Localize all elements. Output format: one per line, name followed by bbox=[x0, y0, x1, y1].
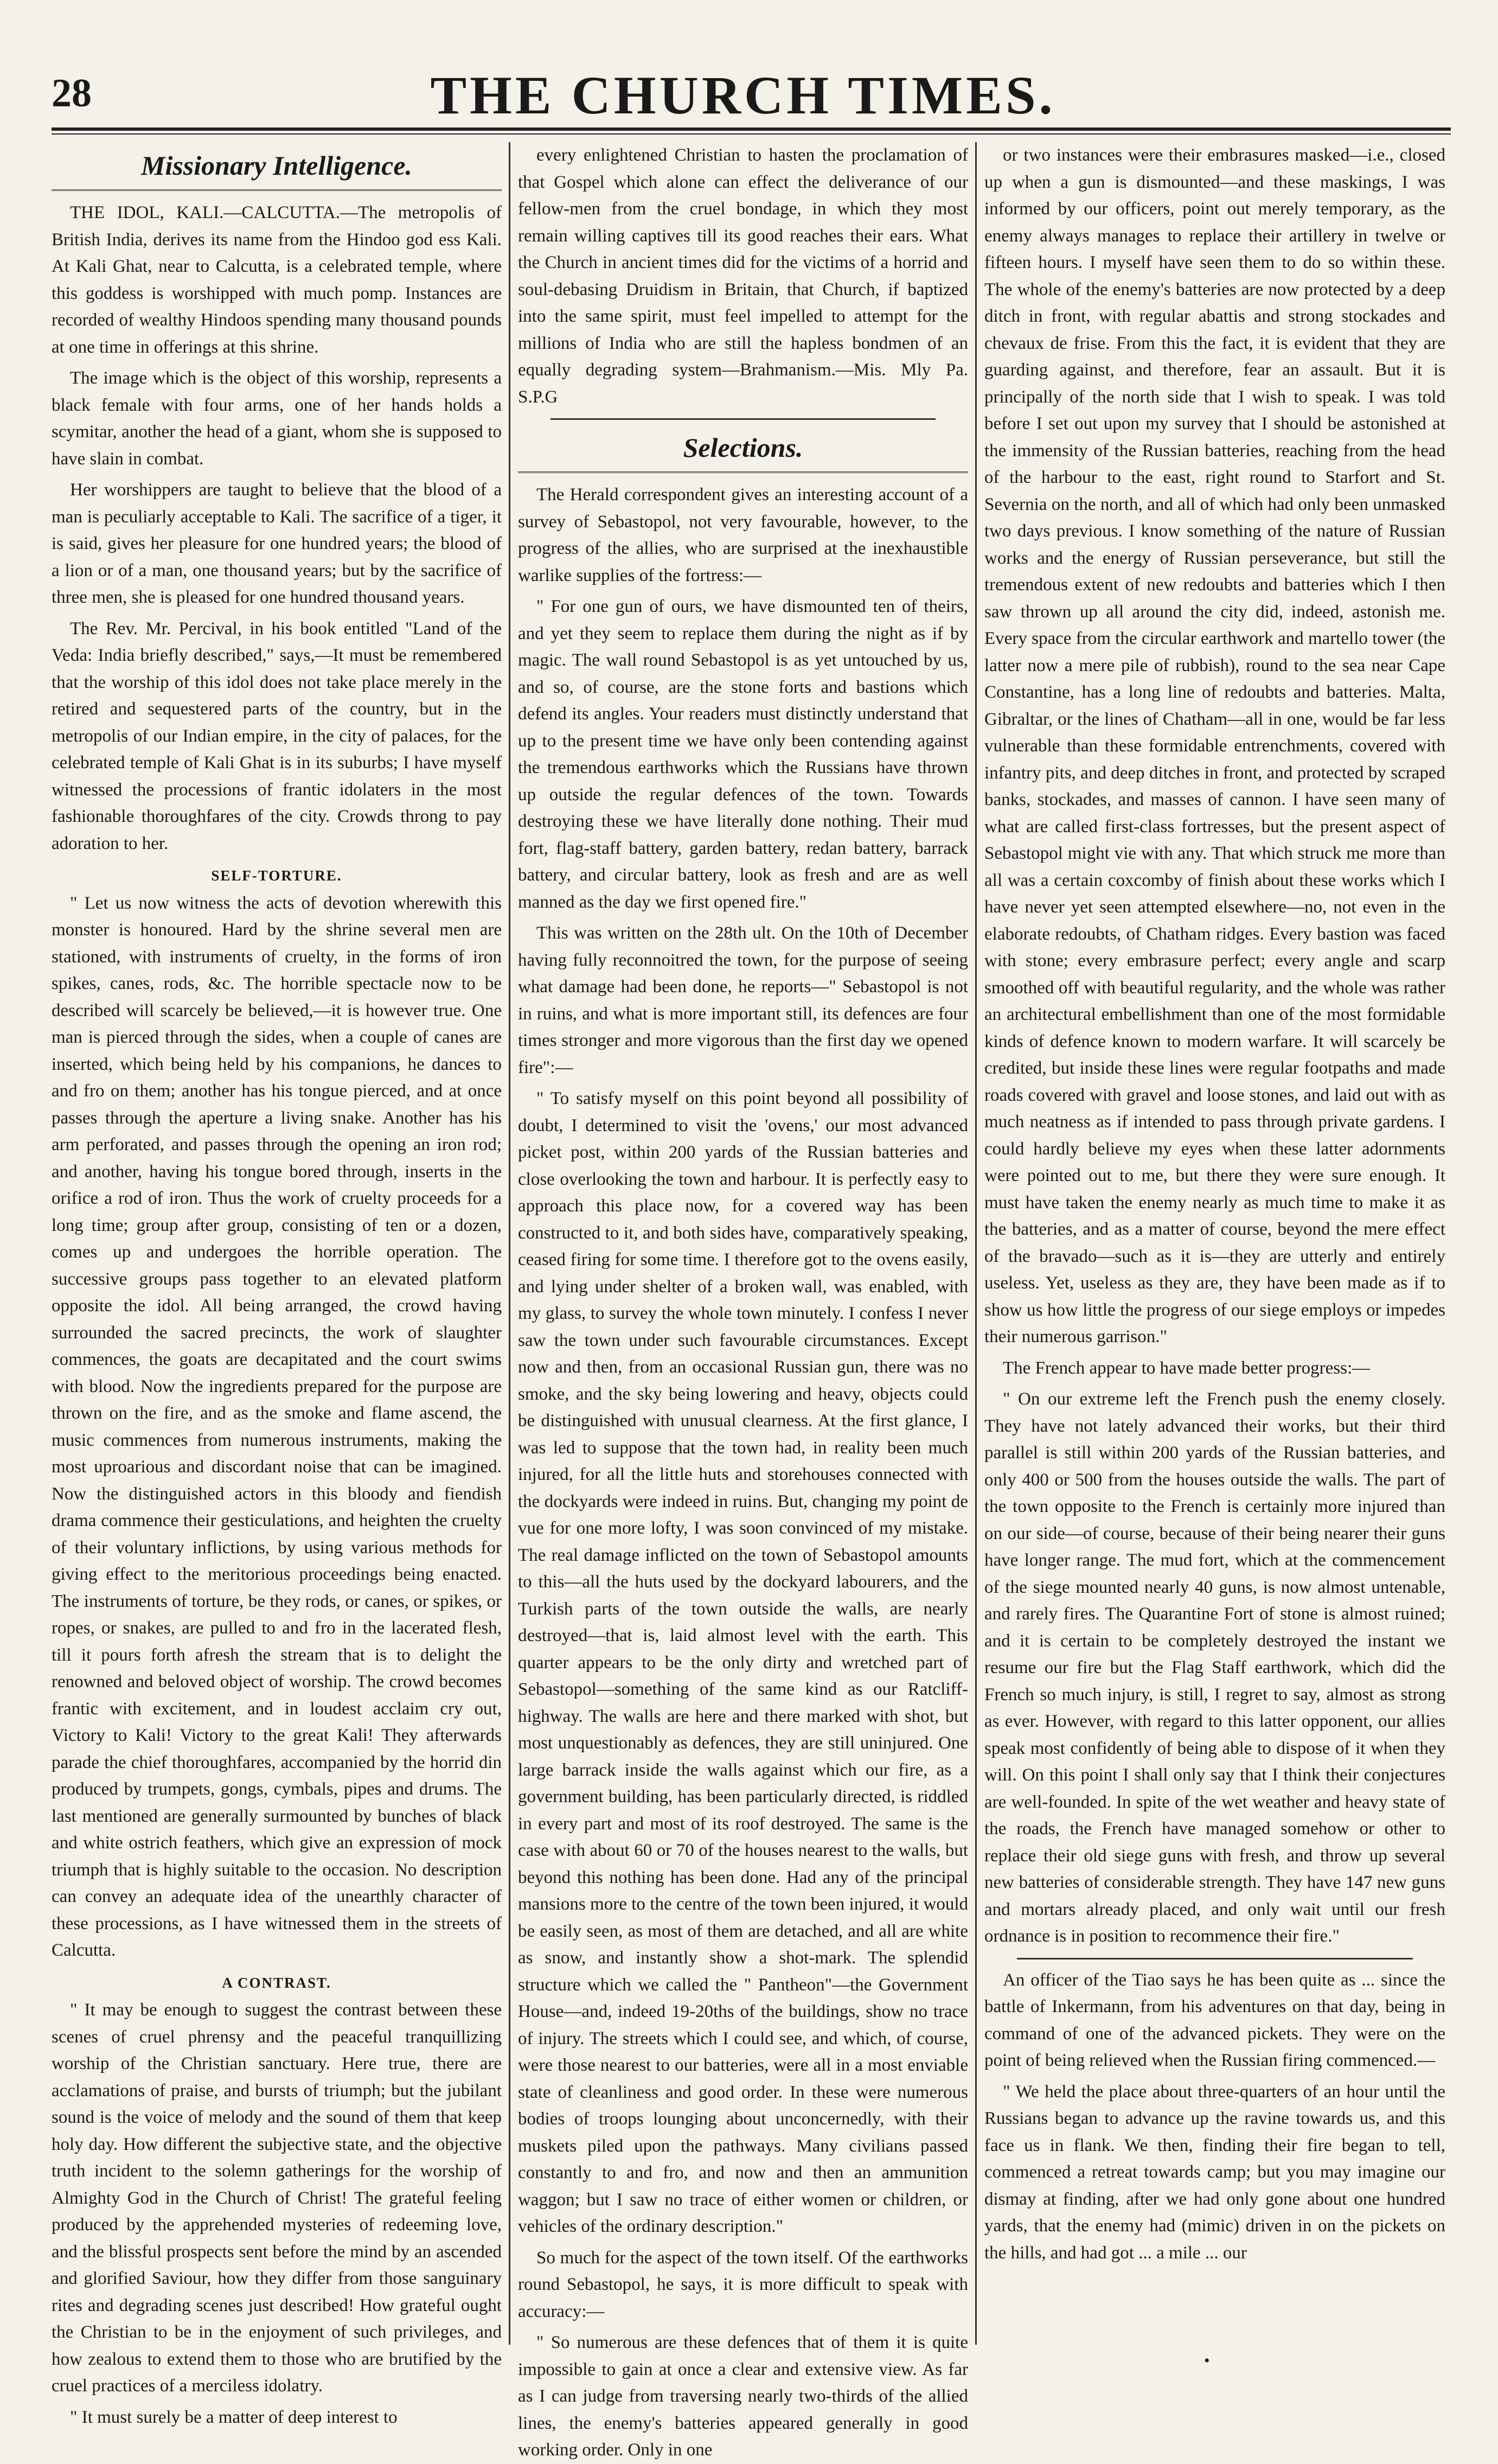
subheading: SELF-TORTURE. bbox=[211, 867, 342, 884]
paragraph: The image which is the object of this worship, represents a black female with four arms, one of her hands holds a scymitar, another the head of a giant, whom she is supposed to have slain in combat. bbox=[52, 368, 502, 469]
print-mark: • bbox=[1204, 2352, 1210, 2370]
paragraph: An officer of the Tiao says he has been quite as ... since the battle of Inkermann, from his adventures on that day, being in command of one of the advanced pickets. They were on the point of being relieved when the Russian firing commenced.— bbox=[984, 1970, 1445, 2070]
section-title-missionary: Missionary Intelligence. bbox=[52, 145, 502, 191]
paragraph: " For one gun of ours, we have dismounted ten of theirs, and yet they seem to replace them during the night as if by magic. The wall round Sebastopol is as yet untouched by us, and so, of course, are the stone forts and bastions which defend its angles. Your readers must distinctly understand that up to the present time we have only been contending against the tremendous earthworks which the Russians have thrown up outside the regular defences of the town. Towards destroying these we have literally done nothing. Their mud fort, flag-staff battery, garden battery, redan battery, barrack battery, and circular battery, look as fresh and are as well manned as the day we first opened fire." bbox=[518, 597, 968, 912]
page-number: 28 bbox=[52, 71, 92, 116]
separator-rule bbox=[1017, 1958, 1413, 1959]
paragraph: So much for the aspect of the town itself. Of the earthworks round Sebastopol, he says, it is more difficult to speak with accuracy:— bbox=[518, 2248, 968, 2321]
paragraph: The Rev. Mr. Percival, in his book entitled "Land of the Veda: India briefly described," says,—It must be remembered that the worship of this idol does not take place merely in the retired and sequestered parts of the country, but in the metropolis of our Indian empire, in the city of palaces, for the celebrated temple of Kali Ghat is in its suburbs; I have myself witnessed the processions of frantic idolaters in the most fashionable thoroughfares of the city. Crowds throng to pay adoration to her. bbox=[52, 618, 502, 853]
paragraph: or two instances were their embrasures masked—i.e., closed up when a gun is dismounted—and these maskings, I was informed by our officers, point out merely temporary, as the enemy always manages to replace their artillery in twelve or fifteen hours. I myself have seen them to do so within these. The whole of the enemy's batteries are now protected by a deep ditch in front, with regular abattis and strong stockades and chevaux de frise. From this the fact, it is evident that they are guarding against, and therefore, fear an assault. But it is principally of the north side that I wish to speak. I was told before I set out upon my survey that I should be astonished at the immensity of the Russian batteries, reaching from the head of the harbour to the east, right round to Starfort and St. Severnia on the north, and all of which had only been unmasked two days previous. I know something of the nature of Russian works and the energy of Russian perseverance, but still the tremendous extent of new redoubts and batteries which I then saw thrown up all around the city did, indeed, astonish me. Every space from the circular earthwork and martello tower (the latter now a mere pile of rubbish), round to the sea near Cape Constantine, has a long line of redoubts and batteries. Malta, Gibraltar, or the lines of Chatham—all in one, would be far less vulnerable than these formidable entrenchments, covered with infantry pits, and deep ditches in front, and protected by scraped banks, stockades, and masses of cannon. I have seen many of what are called first-class fortresses, but the present aspect of Sebastopol might vie with any. That which struck me more than all was a certain coxcomby of finish about these works which I have never yet seen attempted elsewhere—no, not even in the elaborate redoubts, of Chatham ridges. Every bastion was faced with stone; every embrasure perfect; every angle and scarp smoothed off with beautiful regularity, and the whole was rather an architectural embellishment than one of the most formidable kinds of defence known to modern warfare. It will scarcely be credited, but inside these lines were regular footpaths and made roads covered with gravel and loose stones, and laid out with as much neatness as if intended to pass through private gardens. I could hardly believe my eyes when these latter adornments were pointed out to me, but there they were sure enough. It must have taken the enemy nearly as much time to make it as the batteries, and as a matter of course, beyond the mere effect of the bravado—such as it is—they are utterly and entirely useless. Yet, useless as they are, they have been made as if to show us how little the progress of our siege employs or impedes their numerous garrison." bbox=[984, 145, 1445, 1346]
paragraph: The Herald correspondent gives an interesting account of a survey of Sebastopol, not very favourable, however, to the progress of the allies, who are surprised at the inexhaustible warlike supplies of the fortress:— bbox=[518, 485, 968, 585]
header-rule-thin bbox=[52, 133, 1451, 135]
paragraph: " To satisfy myself on this point beyond all possibility of doubt, I determined to visit the 'ovens,' our most advanced picket post, within 200 yards of the Russian batteries and close overlooking the town and harbour. It is perfectly easy to approach this place now, for a covered way has been constructed to it, and both sides have, comparatively speaking, ceased firing for some time. I therefore got to the ovens easily, and lying under shelter of a broken wall, was enabled, with my glass, to survey the whole town minutely. I confess I never saw the town under such favourable circumstances. Except now and then, from an occasional Russian gun, there was no smoke, and the sky being lowering and heavy, objects could be distinguished with unusual clearness. At the first glance, I was led to suppose that the town had, in reality been much injured, for all the little huts and storehouses connected with the dockyards were indeed in ruins. But, changing my point de vue for one more lofty, I was soon convinced of my mistake. The real damage inflicted on the town of Sebastopol amounts to this—all the huts used by the dockyard labourers, and the Turkish parts of the town outside the walls, are nearly destroyed—that is, laid almost level with the earth. This quarter appears to be the only dirty and wretched part of Sebastopol—something of the same kind as our Ratcliff-highway. The walls are here and there marked with shot, but most unquestionably as defences, they are still uninjured. One large barrack inside the walls against which our fire, as a government building, has been particularly directed, is riddled in every part and most of its roof destroyed. The same is the case with about 60 or 70 of the houses nearest to the walls, but beyond this nothing has been done. Had any of the principal mansions more to the centre of the town been injured, it would be easily seen, as most of them are detached, and all are white as snow, and instantly show a shot-mark. The splendid structure which we called the " Pantheon"—the Government House—and, indeed 19-20ths of the buildings, show no trace of injury. The streets which I could see, and which, of course, were those nearest to our batteries, were all in a most enviable state of cleanliness and good order. In these were numerous bodies of troops lounging about unconcernedly, with their muskets piled upon the pathways. Many civilians passed constantly to and fro, and now and then an ammunition waggon; but I saw no trace of either women or children, or vehicles of the ordinary description." bbox=[518, 1089, 968, 2236]
paragraph: " We held the place about three-quarters of an hour until the Russians began to advance up the ravine towards us, and this face us in flank. We then, finding their fire began to tell, commenced a retreat towards camp; but you may imagine our dismay at finding, after we had only gone about one hundred yards, that the enemy had (mimic) driven in on the pickets on the hills, and had got ... a mile ... our bbox=[984, 2082, 1445, 2263]
paragraph: " So numerous are these defences that of them it is quite impossible to gain at once a clear and extensive view. As far as I can judge from traversing nearly two-thirds of the allied lines, the enemy's batteries appeared generally in good working order. Only in one bbox=[518, 2333, 968, 2460]
paragraph: " On our extreme left the French push the enemy closely. They have not lately advanced their works, but their third parallel is still within 200 yards of the Russian batteries, and only 400 or 500 from the houses outside the walls. The part of the town opposite to the French is certainly more injured than on our side—of course, because of their being nearer their guns have longer range. The mud fort, which at the commencement of the siege mounted nearly 40 guns, is now almost untenable, and rarely fires. The Quarantine Fort of stone is almost ruined; and it is certain to be completely destroyed the instant we resume our fire but the Flag Staff earthwork, which did the French so much injury, is still, I regret to say, almost as strong as ever. However, with regard to this latter opponent, our allies speak most confidently of being able to dispose of it when they will. On this point I shall only say that I think their conjectures are well-founded. In spite of the wet weather and heavy state of the roads, the French have managed somehow or other to replace their old siege guns with fresh, and throw up several new batteries of considerable strength. They have 147 new guns and mortars already placed, and only wait until our fresh ordnance is in position to recommence their fire." bbox=[984, 1389, 1445, 1946]
subheading: A CONTRAST. bbox=[222, 1974, 331, 1991]
masthead-title: THE CHURCH TIMES. bbox=[430, 65, 1056, 125]
paragraph: every enlightened Christian to hasten the proclamation of that Gospel which alone can effect the deliverance of our fellow-men from the cruel bondage, in which they most remain willing captives till its good reaches their ears. What the Church in ancient times did for the victims of a horrid and soul-debasing Druidism in Britain, that Church, if baptized into the same spirit, must feel impelled to attempt for the millions of India who are still the hapless bondmen of an equally degrading system—Brahmanism.—Mis. Mly Pa. S.P.G bbox=[518, 145, 968, 407]
section-title-selections: Selections. bbox=[518, 427, 968, 473]
column-1 bbox=[52, 142, 502, 2427]
paragraph: " It must surely be a matter of deep interest to bbox=[70, 2407, 398, 2427]
separator-rule bbox=[550, 418, 936, 420]
paragraph: The French appear to have made better progress:— bbox=[1003, 1358, 1371, 1378]
paragraph: This was written on the 28th ult. On the 10th of December having fully reconnoitred the town, for the purpose of seeing what damage had been done, he reports—" Sebastopol is not in ruins, and what is more important still, its defences are four times stronger and more vigorous than the first day we opened fire":— bbox=[518, 923, 968, 1077]
column-3 bbox=[984, 142, 1445, 2345]
column-divider bbox=[975, 142, 977, 2345]
paragraph: THE IDOL, KALI.—CALCUTTA.—The metropolis of British India, derives its name from the Hindoo god ess Kali. At Kali Ghat, near to Calcutta, is a celebrated temple, where this goddess is worshipped with much pomp. Instances are recorded of wealthy Hindoos spending many thousand pounds at one time in offerings at this shrine. bbox=[52, 203, 502, 357]
column-2 bbox=[518, 142, 968, 2460]
paragraph: " It may be enough to suggest the contrast between these scenes of cruel phrensy and the peaceful tranquillizing worship of the Christian sanctuary. Here true, there are acclamations of praise, and bursts of triumph; but the jubilant sound is the voice of melody and the sound of them that keep holy day. How different the subjective state, and the objective truth incident to the solemn gatherings for the worship of Almighty God in the Church of Christ! The grateful feeling produced by the apprehended mysteries of redeeming love, and the blissful prospects sent before the mind by an ascended and glorified Saviour, how they differ from those sanguinary rites and degrading scenes just described! How grateful ought the Christian to be in the enjoyment of such privileges, and how zealous to extend them to those who are brutified by the cruel practices of a merciless idolatry. bbox=[52, 2000, 502, 2396]
paragraph: Her worshippers are taught to believe that the blood of a man is peculiarly acceptable to Kali. The sacrifice of a tiger, it is said, gives her pleasure for one hundred years; the blood of a lion or of a man, one thousand years; but by the sacrifice of three men, she is pleased for one hundred thousand years. bbox=[52, 480, 502, 607]
column-divider bbox=[509, 142, 510, 2345]
paragraph: " Let us now witness the acts of devotion wherewith this monster is honoured. Hard by the shrine several men are stationed, with instruments of cruelty, in the forms of iron spikes, canes, rods, &c. The horrible spectacle now to be described will scarcely be believed,—it is however true. One man is pierced through the sides, when a couple of canes are inserted, which being held by his companions, he dances to and fro on them; another has his tongue pierced, and at once passes through the aperture a living snake. Another has his arm perforated, and passes through the opening an iron rod; and another, having his tongue bored through, inserts in the orifice a rod of iron. Thus the work of cruelty proceeds for a long time; group after group, consisting of ten or a dozen, comes up and undergoes the horrible operation. The successive groups pass together to an elevated platform opposite the idol. All being arranged, the crowd having surrounded the sacred precincts, the work of slaughter commences, the goats are decapitated and the court swims with blood. Now the ingredients prepared for the purpose are thrown on the fire, and as the smoke and flame ascend, the music commences from numerous instruments, making the most uproarious and discordant noise that can be imagined. Now the distinguished actors in this bloody and fiendish drama commence their gesticulations, and heighten the cruelty of their voluntary inflictions, by using various methods for giving effect to the meritorious proceedings being enacted. The instruments of torture, be they rods, or canes, or spikes, or ropes, or snakes, are pulled to and fro in the lacerated flesh, till it pours forth afresh the stream that is to delight the renowned and beloved object of worship. The crowd becomes frantic with excitement, and in loudest acclaim cry out, Victory to Kali! Victory to the great Kali! They afterwards parade the chief thoroughfares, accompanied by the horrid din produced by trumpets, gongs, cymbals, pipes and drums. The last mentioned are generally surmounted by bunches of black and white ostrich feathers, which give an expression of mock triumph that is highly suitable to the occasion. No description can convey an adequate idea of the unearthly character of these processions, as I have witnessed them in the streets of Calcutta. bbox=[52, 893, 502, 1960]
header-rule bbox=[52, 127, 1451, 131]
